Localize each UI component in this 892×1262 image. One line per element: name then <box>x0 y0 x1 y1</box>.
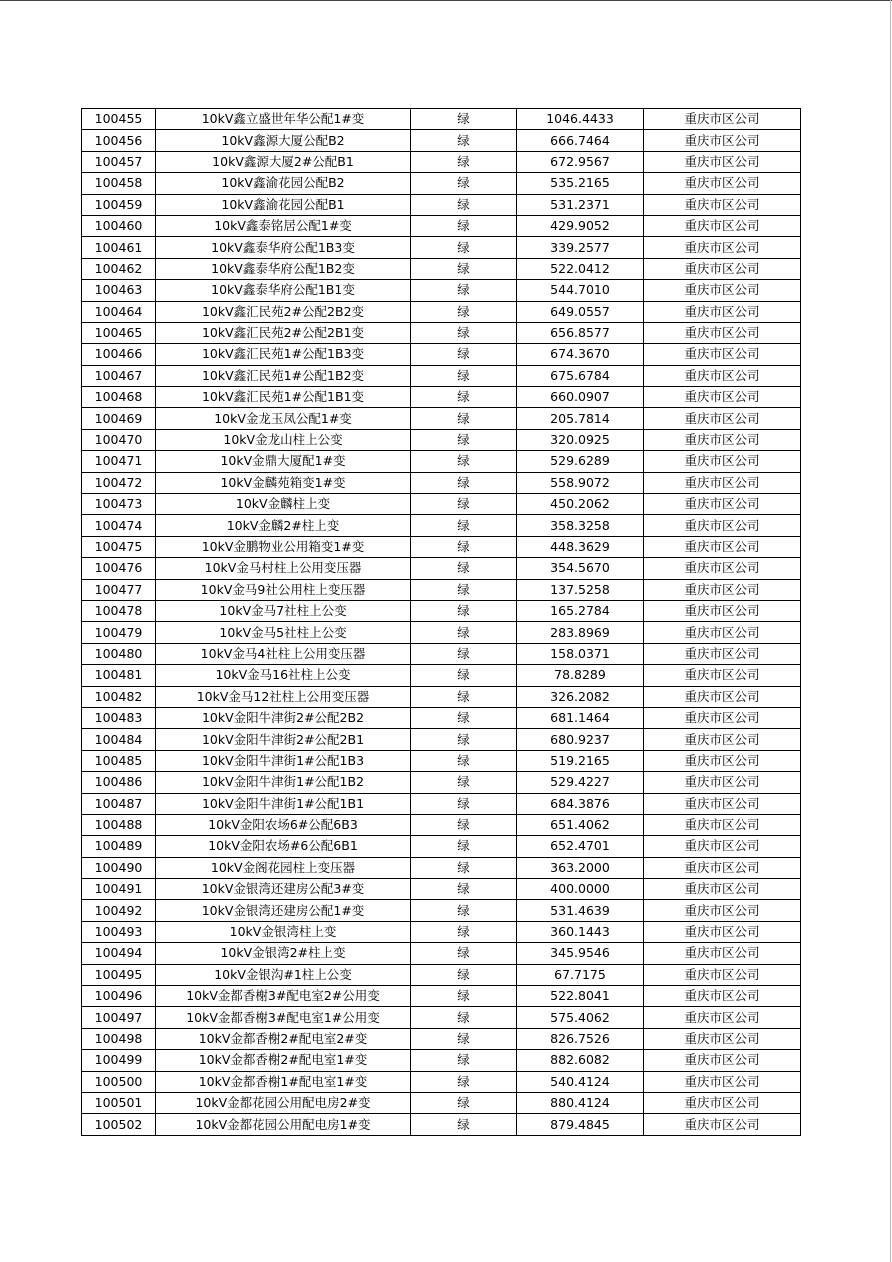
cell-id: 100495 <box>82 964 156 985</box>
cell-name: 10kV金马4社柱上公用变压器 <box>156 643 411 664</box>
cell-value: 158.0371 <box>517 643 644 664</box>
cell-value: 448.3629 <box>517 536 644 557</box>
cell-value: 345.9546 <box>517 943 644 964</box>
cell-value: 674.3670 <box>517 344 644 365</box>
cell-grade: 绿 <box>411 900 517 921</box>
cell-grade: 绿 <box>411 494 517 515</box>
table-row <box>82 558 801 579</box>
cell-grade: 绿 <box>411 429 517 450</box>
cell-grade: 绿 <box>411 536 517 557</box>
cell-name: 10kV金银沟#1柱上公变 <box>156 964 411 985</box>
cell-value: 358.3258 <box>517 515 644 536</box>
cell-company: 重庆市区公司 <box>644 194 801 215</box>
cell-value: 882.6082 <box>517 1050 644 1071</box>
cell-name: 10kV金鼎大厦配1#变 <box>156 451 411 472</box>
cell-id: 100494 <box>82 943 156 964</box>
cell-id: 100493 <box>82 921 156 942</box>
table-row <box>82 836 801 857</box>
cell-grade: 绿 <box>411 1007 517 1028</box>
cell-grade: 绿 <box>411 451 517 472</box>
cell-company: 重庆市区公司 <box>644 344 801 365</box>
cell-company: 重庆市区公司 <box>644 130 801 151</box>
cell-value: 165.2784 <box>517 600 644 621</box>
cell-grade: 绿 <box>411 173 517 194</box>
cell-company: 重庆市区公司 <box>644 536 801 557</box>
table-row <box>82 622 801 643</box>
cell-company: 重庆市区公司 <box>644 151 801 172</box>
table-row <box>82 472 801 493</box>
cell-value: 680.9237 <box>517 729 644 750</box>
cell-id: 100482 <box>82 686 156 707</box>
cell-id: 100461 <box>82 237 156 258</box>
cell-name: 10kV金银湾还建房公配1#变 <box>156 900 411 921</box>
cell-grade: 绿 <box>411 921 517 942</box>
cell-name: 10kV金麟2#柱上变 <box>156 515 411 536</box>
cell-grade: 绿 <box>411 814 517 835</box>
table-row <box>82 151 801 172</box>
cell-name: 10kV金阳农场#6公配6B1 <box>156 836 411 857</box>
table-row <box>82 536 801 557</box>
cell-value: 649.0557 <box>517 301 644 322</box>
cell-grade: 绿 <box>411 151 517 172</box>
cell-company: 重庆市区公司 <box>644 280 801 301</box>
cell-id: 100478 <box>82 600 156 621</box>
cell-value: 78.8289 <box>517 665 644 686</box>
cell-company: 重庆市区公司 <box>644 879 801 900</box>
cell-name: 10kV金阳牛津街1#公配1B3 <box>156 750 411 771</box>
cell-name: 10kV金马5社柱上公变 <box>156 622 411 643</box>
cell-company: 重庆市区公司 <box>644 793 801 814</box>
cell-value: 205.7814 <box>517 408 644 429</box>
cell-id: 100468 <box>82 387 156 408</box>
cell-id: 100460 <box>82 215 156 236</box>
table-row <box>82 429 801 450</box>
cell-company: 重庆市区公司 <box>644 579 801 600</box>
cell-name: 10kV鑫源大厦2#公配B1 <box>156 151 411 172</box>
cell-company: 重庆市区公司 <box>644 1028 801 1049</box>
cell-company: 重庆市区公司 <box>644 1114 801 1135</box>
cell-grade: 绿 <box>411 643 517 664</box>
cell-name: 10kV金马村柱上公用变压器 <box>156 558 411 579</box>
table-row <box>82 665 801 686</box>
cell-value: 652.4701 <box>517 836 644 857</box>
cell-grade: 绿 <box>411 408 517 429</box>
table-row <box>82 600 801 621</box>
cell-grade: 绿 <box>411 622 517 643</box>
cell-value: 531.4639 <box>517 900 644 921</box>
cell-name: 10kV鑫泰华府公配1B3变 <box>156 237 411 258</box>
cell-grade: 绿 <box>411 729 517 750</box>
cell-grade: 绿 <box>411 1092 517 1113</box>
cell-id: 100491 <box>82 879 156 900</box>
cell-id: 100488 <box>82 814 156 835</box>
table-row <box>82 707 801 728</box>
cell-value: 675.6784 <box>517 365 644 386</box>
cell-id: 100458 <box>82 173 156 194</box>
cell-company: 重庆市区公司 <box>644 515 801 536</box>
cell-company: 重庆市区公司 <box>644 237 801 258</box>
cell-name: 10kV鑫汇民苑1#公配1B3变 <box>156 344 411 365</box>
table-row <box>82 686 801 707</box>
cell-grade: 绿 <box>411 194 517 215</box>
table-row <box>82 130 801 151</box>
cell-name: 10kV金都香榭3#配电室1#公用变 <box>156 1007 411 1028</box>
cell-grade: 绿 <box>411 301 517 322</box>
page-top-border <box>0 0 892 1</box>
cell-company: 重庆市区公司 <box>644 729 801 750</box>
cell-company: 重庆市区公司 <box>644 1092 801 1113</box>
cell-company: 重庆市区公司 <box>644 921 801 942</box>
cell-value: 354.5670 <box>517 558 644 579</box>
table-row <box>82 344 801 365</box>
cell-name: 10kV金马9社公用柱上变压器 <box>156 579 411 600</box>
table-row <box>82 900 801 921</box>
cell-value: 529.4227 <box>517 772 644 793</box>
cell-company: 重庆市区公司 <box>644 258 801 279</box>
table-row <box>82 280 801 301</box>
table-row <box>82 943 801 964</box>
cell-name: 10kV鑫源大厦公配B2 <box>156 130 411 151</box>
table-row <box>82 322 801 343</box>
cell-grade: 绿 <box>411 365 517 386</box>
cell-name: 10kV鑫汇民苑2#公配2B1变 <box>156 322 411 343</box>
cell-name: 10kV鑫汇民苑2#公配2B2变 <box>156 301 411 322</box>
cell-grade: 绿 <box>411 472 517 493</box>
cell-company: 重庆市区公司 <box>644 109 801 130</box>
table-row <box>82 1050 801 1071</box>
cell-company: 重庆市区公司 <box>644 322 801 343</box>
table-row <box>82 494 801 515</box>
cell-name: 10kV金都香榭2#配电室2#变 <box>156 1028 411 1049</box>
cell-value: 535.2165 <box>517 173 644 194</box>
cell-id: 100476 <box>82 558 156 579</box>
table-row <box>82 1028 801 1049</box>
cell-name: 10kV金马7社柱上公变 <box>156 600 411 621</box>
cell-id: 100496 <box>82 986 156 1007</box>
cell-value: 826.7526 <box>517 1028 644 1049</box>
cell-company: 重庆市区公司 <box>644 857 801 878</box>
cell-value: 684.3876 <box>517 793 644 814</box>
table-row <box>82 1114 801 1135</box>
cell-id: 100473 <box>82 494 156 515</box>
cell-value: 660.0907 <box>517 387 644 408</box>
cell-grade: 绿 <box>411 750 517 771</box>
cell-name: 10kV金银湾还建房公配3#变 <box>156 879 411 900</box>
cell-grade: 绿 <box>411 1071 517 1092</box>
cell-id: 100456 <box>82 130 156 151</box>
cell-id: 100459 <box>82 194 156 215</box>
cell-grade: 绿 <box>411 558 517 579</box>
cell-id: 100475 <box>82 536 156 557</box>
cell-id: 100485 <box>82 750 156 771</box>
cell-id: 100471 <box>82 451 156 472</box>
cell-name: 10kV鑫渝花园公配B2 <box>156 173 411 194</box>
cell-name: 10kV鑫渝花园公配B1 <box>156 194 411 215</box>
cell-grade: 绿 <box>411 258 517 279</box>
page-right-border <box>890 0 891 1262</box>
cell-id: 100490 <box>82 857 156 878</box>
cell-id: 100465 <box>82 322 156 343</box>
cell-value: 656.8577 <box>517 322 644 343</box>
cell-company: 重庆市区公司 <box>644 472 801 493</box>
cell-company: 重庆市区公司 <box>644 643 801 664</box>
table-row <box>82 237 801 258</box>
transformer-table <box>81 108 801 1136</box>
cell-value: 540.4124 <box>517 1071 644 1092</box>
cell-id: 100479 <box>82 622 156 643</box>
cell-name: 10kV金鹏物业公用箱变1#变 <box>156 536 411 557</box>
cell-name: 10kV金马16社柱上公变 <box>156 665 411 686</box>
cell-id: 100498 <box>82 1028 156 1049</box>
cell-value: 1046.4433 <box>517 109 644 130</box>
cell-grade: 绿 <box>411 857 517 878</box>
cell-id: 100467 <box>82 365 156 386</box>
cell-company: 重庆市区公司 <box>644 365 801 386</box>
cell-name: 10kV金都香榭2#配电室1#变 <box>156 1050 411 1071</box>
cell-value: 879.4845 <box>517 1114 644 1135</box>
cell-grade: 绿 <box>411 1028 517 1049</box>
cell-value: 522.8041 <box>517 986 644 1007</box>
cell-name: 10kV金都香榭3#配电室2#公用变 <box>156 986 411 1007</box>
table-row <box>82 258 801 279</box>
cell-grade: 绿 <box>411 130 517 151</box>
cell-id: 100499 <box>82 1050 156 1071</box>
cell-name: 10kV金龙山柱上公变 <box>156 429 411 450</box>
cell-name: 10kV金阳农场6#公配6B3 <box>156 814 411 835</box>
cell-company: 重庆市区公司 <box>644 494 801 515</box>
cell-id: 100472 <box>82 472 156 493</box>
cell-value: 681.1464 <box>517 707 644 728</box>
table-row <box>82 793 801 814</box>
table-row <box>82 1092 801 1113</box>
cell-id: 100463 <box>82 280 156 301</box>
cell-value: 575.4062 <box>517 1007 644 1028</box>
cell-value: 283.8969 <box>517 622 644 643</box>
cell-grade: 绿 <box>411 1050 517 1071</box>
cell-value: 522.0412 <box>517 258 644 279</box>
cell-name: 10kV金都花园公用配电房2#变 <box>156 1092 411 1113</box>
cell-id: 100501 <box>82 1092 156 1113</box>
cell-grade: 绿 <box>411 387 517 408</box>
cell-id: 100469 <box>82 408 156 429</box>
table-row <box>82 301 801 322</box>
cell-grade: 绿 <box>411 600 517 621</box>
cell-grade: 绿 <box>411 215 517 236</box>
cell-company: 重庆市区公司 <box>644 986 801 1007</box>
cell-id: 100480 <box>82 643 156 664</box>
cell-company: 重庆市区公司 <box>644 964 801 985</box>
cell-company: 重庆市区公司 <box>644 836 801 857</box>
cell-value: 531.2371 <box>517 194 644 215</box>
cell-value: 363.2000 <box>517 857 644 878</box>
cell-name: 10kV金阳牛津街2#公配2B2 <box>156 707 411 728</box>
cell-company: 重庆市区公司 <box>644 215 801 236</box>
cell-value: 672.9567 <box>517 151 644 172</box>
cell-name: 10kV金阳牛津街1#公配1B1 <box>156 793 411 814</box>
cell-grade: 绿 <box>411 707 517 728</box>
table-row <box>82 515 801 536</box>
table-row <box>82 986 801 1007</box>
cell-company: 重庆市区公司 <box>644 707 801 728</box>
cell-name: 10kV鑫立盛世年华公配1#变 <box>156 109 411 130</box>
table-row <box>82 194 801 215</box>
cell-name: 10kV金都香榭1#配电室1#变 <box>156 1071 411 1092</box>
cell-value: 529.6289 <box>517 451 644 472</box>
table-row <box>82 173 801 194</box>
cell-grade: 绿 <box>411 964 517 985</box>
cell-name: 10kV金龙玉凤公配1#变 <box>156 408 411 429</box>
cell-value: 360.1443 <box>517 921 644 942</box>
cell-value: 666.7464 <box>517 130 644 151</box>
table-row <box>82 729 801 750</box>
cell-id: 100474 <box>82 515 156 536</box>
cell-id: 100477 <box>82 579 156 600</box>
cell-company: 重庆市区公司 <box>644 408 801 429</box>
table-row <box>82 365 801 386</box>
cell-name: 10kV金马12社柱上公用变压器 <box>156 686 411 707</box>
cell-id: 100455 <box>82 109 156 130</box>
cell-grade: 绿 <box>411 109 517 130</box>
cell-id: 100466 <box>82 344 156 365</box>
cell-value: 67.7175 <box>517 964 644 985</box>
cell-company: 重庆市区公司 <box>644 772 801 793</box>
cell-company: 重庆市区公司 <box>644 665 801 686</box>
table-row <box>82 109 801 130</box>
cell-grade: 绿 <box>411 1114 517 1135</box>
cell-grade: 绿 <box>411 986 517 1007</box>
cell-company: 重庆市区公司 <box>644 686 801 707</box>
cell-company: 重庆市区公司 <box>644 814 801 835</box>
cell-name: 10kV金阳牛津街2#公配2B1 <box>156 729 411 750</box>
cell-value: 544.7010 <box>517 280 644 301</box>
table-row <box>82 387 801 408</box>
cell-name: 10kV鑫汇民苑1#公配1B1变 <box>156 387 411 408</box>
cell-grade: 绿 <box>411 280 517 301</box>
cell-id: 100470 <box>82 429 156 450</box>
cell-id: 100502 <box>82 1114 156 1135</box>
cell-value: 519.2165 <box>517 750 644 771</box>
table-body <box>82 109 801 1136</box>
cell-id: 100483 <box>82 707 156 728</box>
cell-name: 10kV金阁花园柱上变压器 <box>156 857 411 878</box>
table-row <box>82 408 801 429</box>
cell-grade: 绿 <box>411 237 517 258</box>
table-row <box>82 772 801 793</box>
table-row <box>82 215 801 236</box>
cell-grade: 绿 <box>411 793 517 814</box>
cell-value: 326.2082 <box>517 686 644 707</box>
cell-name: 10kV金银湾2#柱上变 <box>156 943 411 964</box>
cell-name: 10kV金银湾柱上变 <box>156 921 411 942</box>
cell-grade: 绿 <box>411 836 517 857</box>
cell-name: 10kV鑫泰华府公配1B1变 <box>156 280 411 301</box>
cell-value: 320.0925 <box>517 429 644 450</box>
table-row <box>82 964 801 985</box>
cell-id: 100492 <box>82 900 156 921</box>
cell-company: 重庆市区公司 <box>644 429 801 450</box>
cell-id: 100489 <box>82 836 156 857</box>
cell-value: 429.9052 <box>517 215 644 236</box>
table-row <box>82 643 801 664</box>
cell-value: 400.0000 <box>517 879 644 900</box>
cell-name: 10kV鑫泰华府公配1B2变 <box>156 258 411 279</box>
cell-name: 10kV金阳牛津街1#公配1B2 <box>156 772 411 793</box>
cell-name: 10kV鑫汇民苑1#公配1B2变 <box>156 365 411 386</box>
cell-name: 10kV金麟苑箱变1#变 <box>156 472 411 493</box>
cell-id: 100464 <box>82 301 156 322</box>
table-row <box>82 1007 801 1028</box>
cell-grade: 绿 <box>411 772 517 793</box>
table-row <box>82 579 801 600</box>
cell-id: 100484 <box>82 729 156 750</box>
cell-value: 339.2577 <box>517 237 644 258</box>
cell-company: 重庆市区公司 <box>644 1071 801 1092</box>
cell-id: 100497 <box>82 1007 156 1028</box>
cell-id: 100457 <box>82 151 156 172</box>
cell-company: 重庆市区公司 <box>644 900 801 921</box>
table-row <box>82 857 801 878</box>
cell-grade: 绿 <box>411 579 517 600</box>
cell-company: 重庆市区公司 <box>644 451 801 472</box>
cell-grade: 绿 <box>411 515 517 536</box>
cell-company: 重庆市区公司 <box>644 173 801 194</box>
cell-value: 880.4124 <box>517 1092 644 1113</box>
cell-grade: 绿 <box>411 943 517 964</box>
cell-grade: 绿 <box>411 344 517 365</box>
cell-grade: 绿 <box>411 686 517 707</box>
cell-grade: 绿 <box>411 879 517 900</box>
cell-value: 450.2062 <box>517 494 644 515</box>
cell-id: 100487 <box>82 793 156 814</box>
table-row <box>82 1071 801 1092</box>
cell-company: 重庆市区公司 <box>644 750 801 771</box>
cell-name: 10kV金都花园公用配电房1#变 <box>156 1114 411 1135</box>
table-row <box>82 879 801 900</box>
cell-company: 重庆市区公司 <box>644 600 801 621</box>
cell-id: 100462 <box>82 258 156 279</box>
cell-grade: 绿 <box>411 322 517 343</box>
cell-name: 10kV鑫泰铭居公配1#变 <box>156 215 411 236</box>
cell-id: 100486 <box>82 772 156 793</box>
cell-grade: 绿 <box>411 665 517 686</box>
cell-company: 重庆市区公司 <box>644 1050 801 1071</box>
cell-company: 重庆市区公司 <box>644 558 801 579</box>
cell-name: 10kV金麟柱上变 <box>156 494 411 515</box>
table-row <box>82 921 801 942</box>
cell-company: 重庆市区公司 <box>644 301 801 322</box>
cell-company: 重庆市区公司 <box>644 387 801 408</box>
table-row <box>82 750 801 771</box>
cell-company: 重庆市区公司 <box>644 1007 801 1028</box>
cell-value: 651.4062 <box>517 814 644 835</box>
table-row <box>82 451 801 472</box>
table-row <box>82 814 801 835</box>
cell-id: 100481 <box>82 665 156 686</box>
cell-company: 重庆市区公司 <box>644 943 801 964</box>
cell-company: 重庆市区公司 <box>644 622 801 643</box>
cell-value: 137.5258 <box>517 579 644 600</box>
cell-id: 100500 <box>82 1071 156 1092</box>
cell-value: 558.9072 <box>517 472 644 493</box>
